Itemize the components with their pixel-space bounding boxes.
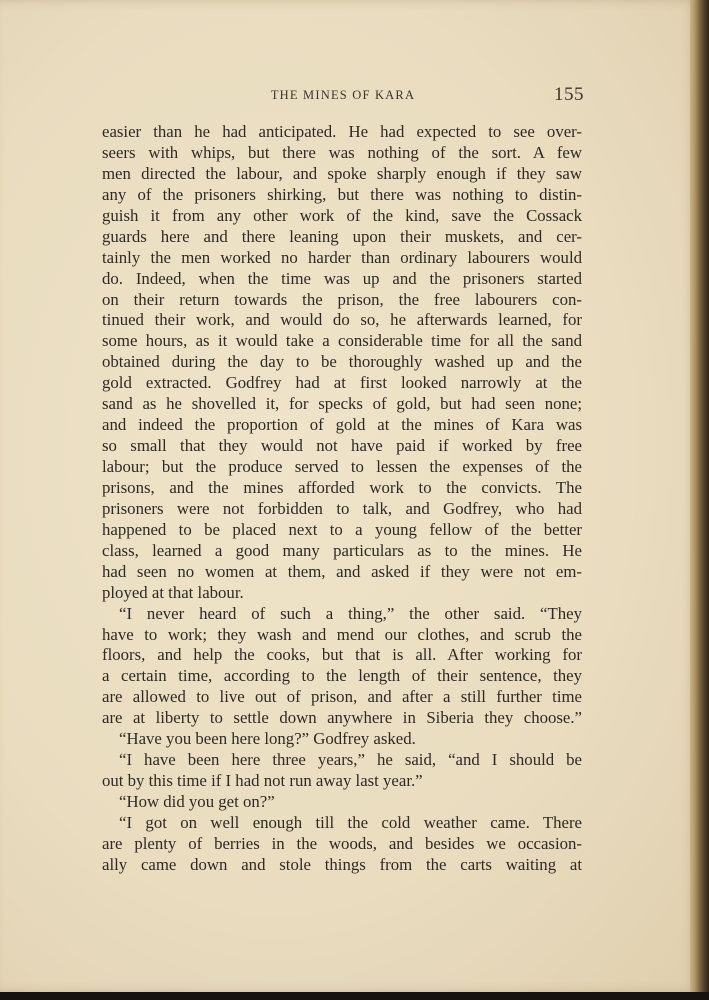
text-line: guish it from any other work of the kind, save the Cossack (102, 205, 582, 225)
text-line: have to work; they wash and mend our clothes, and scrub the (102, 624, 582, 644)
text-line: men directed the labour, and spoke sharply enough if they saw (102, 163, 582, 183)
text-line: happened to be placed next to a young fellow of the better (102, 519, 582, 539)
text-line: tainly the men worked no harder than ordinary labourers would (102, 247, 582, 267)
text-line: guards here and there leaning upon their muskets, and cer- (102, 226, 582, 246)
page-header (102, 84, 584, 108)
text-line: any of the prisoners shirking, but there was nothing to distin- (102, 184, 582, 204)
text-line: are allowed to live out of prison, and after a still further time (102, 687, 582, 707)
page-bottom-edge (0, 992, 709, 1000)
text-line: out by this time if I had not run away last year.” (102, 771, 423, 791)
text-line: prisoners were not forbidden to talk, and Godfrey, who had (102, 498, 582, 518)
running-head: THE MINES OF KARA (270, 88, 416, 102)
text-line: “Have you been here long?” Godfrey asked. (119, 729, 416, 749)
text-line: “I never heard of such a thing,” the other said. “They (119, 603, 582, 623)
text-line: and indeed the proportion of gold at the mines of Kara was (102, 415, 582, 435)
text-line: some hours, as it would take a considerable time for all the sand (102, 331, 582, 351)
text-line: on their return towards the prison, the free labourers con- (102, 289, 582, 309)
text-line: so small that they would not have paid if worked by free (102, 436, 582, 456)
text-line: are plenty of berries in the woods, and besides we occasion- (102, 833, 582, 853)
text-line: “I got on well enough till the cold weather came. There (119, 812, 582, 832)
text-line: labour; but the produce served to lessen the expenses of the (102, 457, 582, 476)
page-number: 155 (554, 84, 584, 105)
text-line: easier than he had anticipated. He had expected to see over- (102, 122, 582, 141)
text-line: seers with whips, but there was nothing of the sort. A few (102, 142, 582, 162)
text-line: gold extracted. Godfrey had at first looked narrowly at the (102, 373, 582, 393)
text-line: ployed at that labour. (102, 582, 244, 602)
body-text (102, 122, 582, 876)
text-line: “How did you get on?” (119, 792, 275, 811)
text-line: prisons, and the mines afforded work to the convicts. The (102, 477, 582, 497)
text-line: a certain time, according to the length of their sentence, they (102, 666, 582, 686)
page-edge (690, 0, 709, 1000)
text-line: floors, and help the cooks, but that is all. After working for (102, 645, 582, 665)
text-line: ally came down and stole things from the carts waiting at (102, 854, 582, 874)
text-line: “I have been here three years,” he said, “and I should be (119, 750, 582, 770)
text-line: tinued their work, and would do so, he afterwards learned, for (102, 310, 582, 330)
text-line: are at liberty to settle down anywhere in Siberia they choose.” (102, 708, 582, 728)
text-line: do. Indeed, when the time was up and the prisoners started (102, 268, 582, 288)
text-line: had seen no women at them, and asked if they were not em- (102, 561, 582, 581)
text-line: sand as he shovelled it, for specks of gold, but had seen none; (102, 394, 582, 414)
text-line: obtained during the day to be thoroughly washed up and the (102, 352, 582, 372)
text-line: class, learned a good many particulars as to the mines. He (102, 540, 582, 560)
